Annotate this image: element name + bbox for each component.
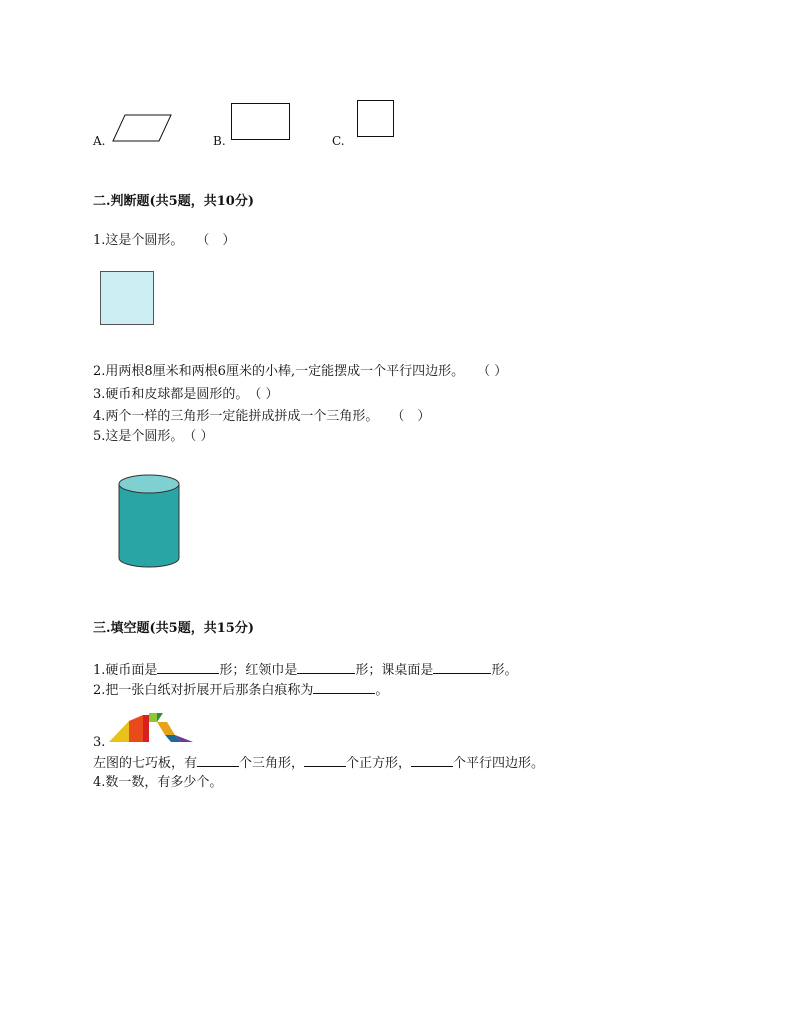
fill-q3-part2: 个三角形， [239, 756, 305, 771]
fill-q1-part2: 形；红领巾是 [219, 663, 298, 678]
fill-question-2 [93, 681, 388, 699]
option-a-label: A. [93, 134, 106, 148]
rectangle-shape [231, 103, 291, 141]
light-blue-square [100, 271, 156, 327]
fill-question-4: 4.数一数，有多少个。 [93, 775, 223, 790]
section-title-judgement: 二.判断题(共5题，共10分) [93, 194, 254, 209]
fill-q2-part2: 。 [375, 683, 389, 698]
answer-blank[interactable] [313, 681, 375, 694]
judge-question-3: 3.硬币和皮球都是圆形的。 （ ） [93, 387, 279, 402]
fill-q1-part4: 形。 [491, 663, 518, 678]
answer-blank[interactable] [297, 661, 355, 674]
fill-q3-part1: 左图的七巧板，有 [93, 756, 198, 771]
answer-blank[interactable] [304, 754, 346, 767]
judge-question-5: 5.这是个圆形。 （ ） [93, 429, 214, 444]
fill-q3-part3: 个正方形， [346, 756, 412, 771]
option-c-label: C. [332, 134, 345, 148]
fill-q1-part3: 形；课桌面是 [355, 663, 434, 678]
answer-blank[interactable] [197, 754, 239, 767]
fill-question-1 [93, 661, 517, 679]
fill-q3-part4: 个平行四边形。 [453, 756, 545, 771]
square-shape [357, 100, 397, 140]
judge-question-2: 2.用两根8厘米和两根6厘米的小棒,一定能摆成一个平行四边形。 （ ） [93, 364, 508, 379]
fill-question-3 [93, 754, 544, 772]
answer-blank[interactable] [411, 754, 453, 767]
judge-question-4: 4.两个一样的三角形一定能拼成拼成一个三角形。 （ ） [93, 409, 431, 424]
section-title-fill-blank: 三.填空题(共5题，共15分) [93, 621, 254, 636]
answer-blank[interactable] [157, 661, 219, 674]
option-b-label: B. [213, 134, 226, 148]
answer-blank[interactable] [433, 661, 491, 674]
tangram-figure [109, 713, 195, 743]
fill-q2-part1: 2.把一张白纸对折展开后那条白痕称为 [93, 683, 314, 698]
fill-q1-part1: 1.硬币面是 [93, 663, 158, 678]
parallelogram-shape [113, 113, 173, 143]
fill-question-3-number: 3. [93, 735, 106, 750]
judge-question-1: 1.这是个圆形。 （ ） [93, 233, 236, 248]
cylinder-shape [118, 474, 182, 570]
